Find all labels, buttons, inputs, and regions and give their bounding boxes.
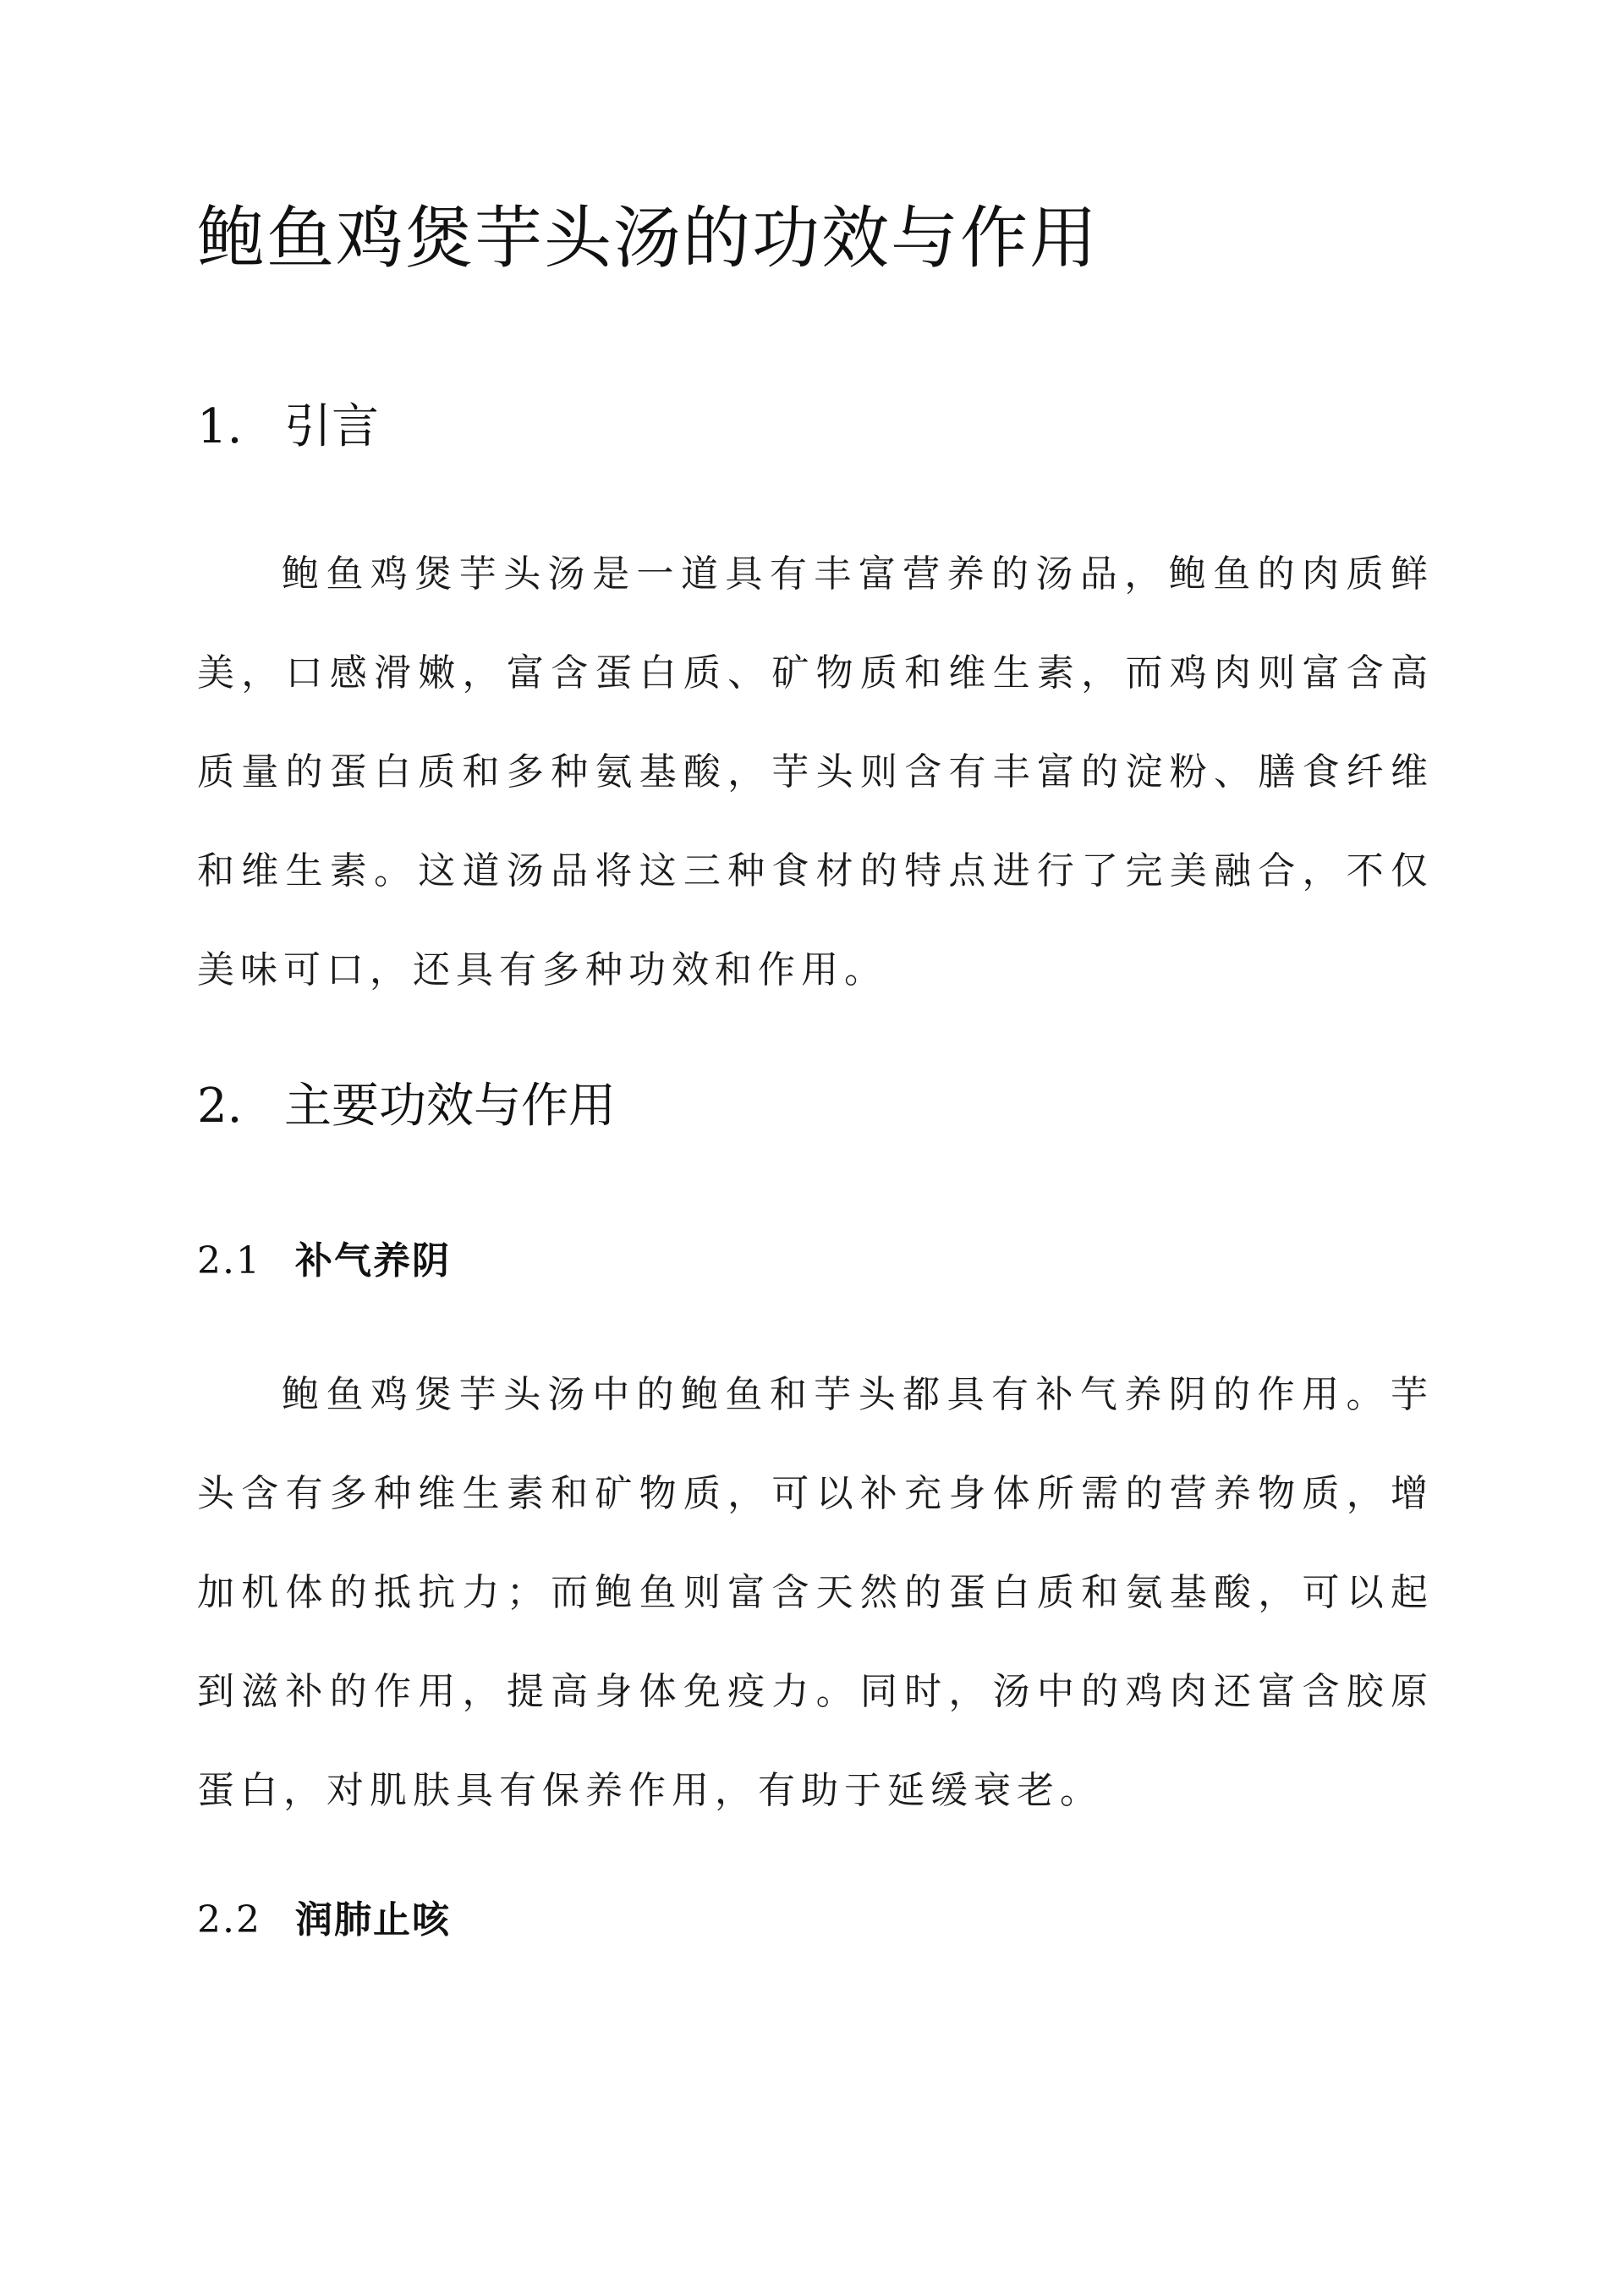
subsection-2-1-paragraph: 鲍鱼鸡煲芋头汤中的鲍鱼和芋头都具有补气养阴的作用。芋头含有多种维生素和矿物质，可以补充身体所需的营养物质，增加机体的抵抗力；而鲍鱼则富含天然的蛋白质和氨基酸，可以起到滋补的作用，提高身体免疫力。同时，汤中的鸡肉还富含胶原蛋白，对肌肤具有保养作用，有助于延缓衰老。 [197, 1373, 1434, 1812]
section-number: 2. [197, 1079, 243, 1134]
section-title: 主要功效与作用 [284, 1079, 616, 1134]
section-title: 引言 [284, 399, 379, 454]
section-heading-benefits [197, 1073, 616, 1140]
subsection-title: 润肺止咳 [295, 1898, 451, 1942]
subsection-title: 补气养阴 [295, 1239, 451, 1283]
intro-paragraph: 鲍鱼鸡煲芋头汤是一道具有丰富营养的汤品，鲍鱼的肉质鲜美，口感滑嫩，富含蛋白质、矿物质和维生素，而鸡肉则富含高质量的蛋白质和多种氨基酸，芋头则含有丰富的淀粉、膳食纤维和维生素。这道汤品将这三种食材的特点进行了完美融合，不仅美味可口，还具有多种功效和作用。 [197, 552, 1434, 991]
subsection-number: 2.1 [197, 1239, 261, 1283]
subsection-heading-2-1 [197, 1234, 451, 1288]
subsection-number: 2.2 [197, 1898, 261, 1942]
section-heading-intro [197, 393, 379, 461]
document-title: 鲍鱼鸡煲芋头汤的功效与作用 [197, 199, 1099, 277]
section-number: 1. [197, 399, 243, 454]
subsection-heading-2-2 [197, 1893, 451, 1947]
